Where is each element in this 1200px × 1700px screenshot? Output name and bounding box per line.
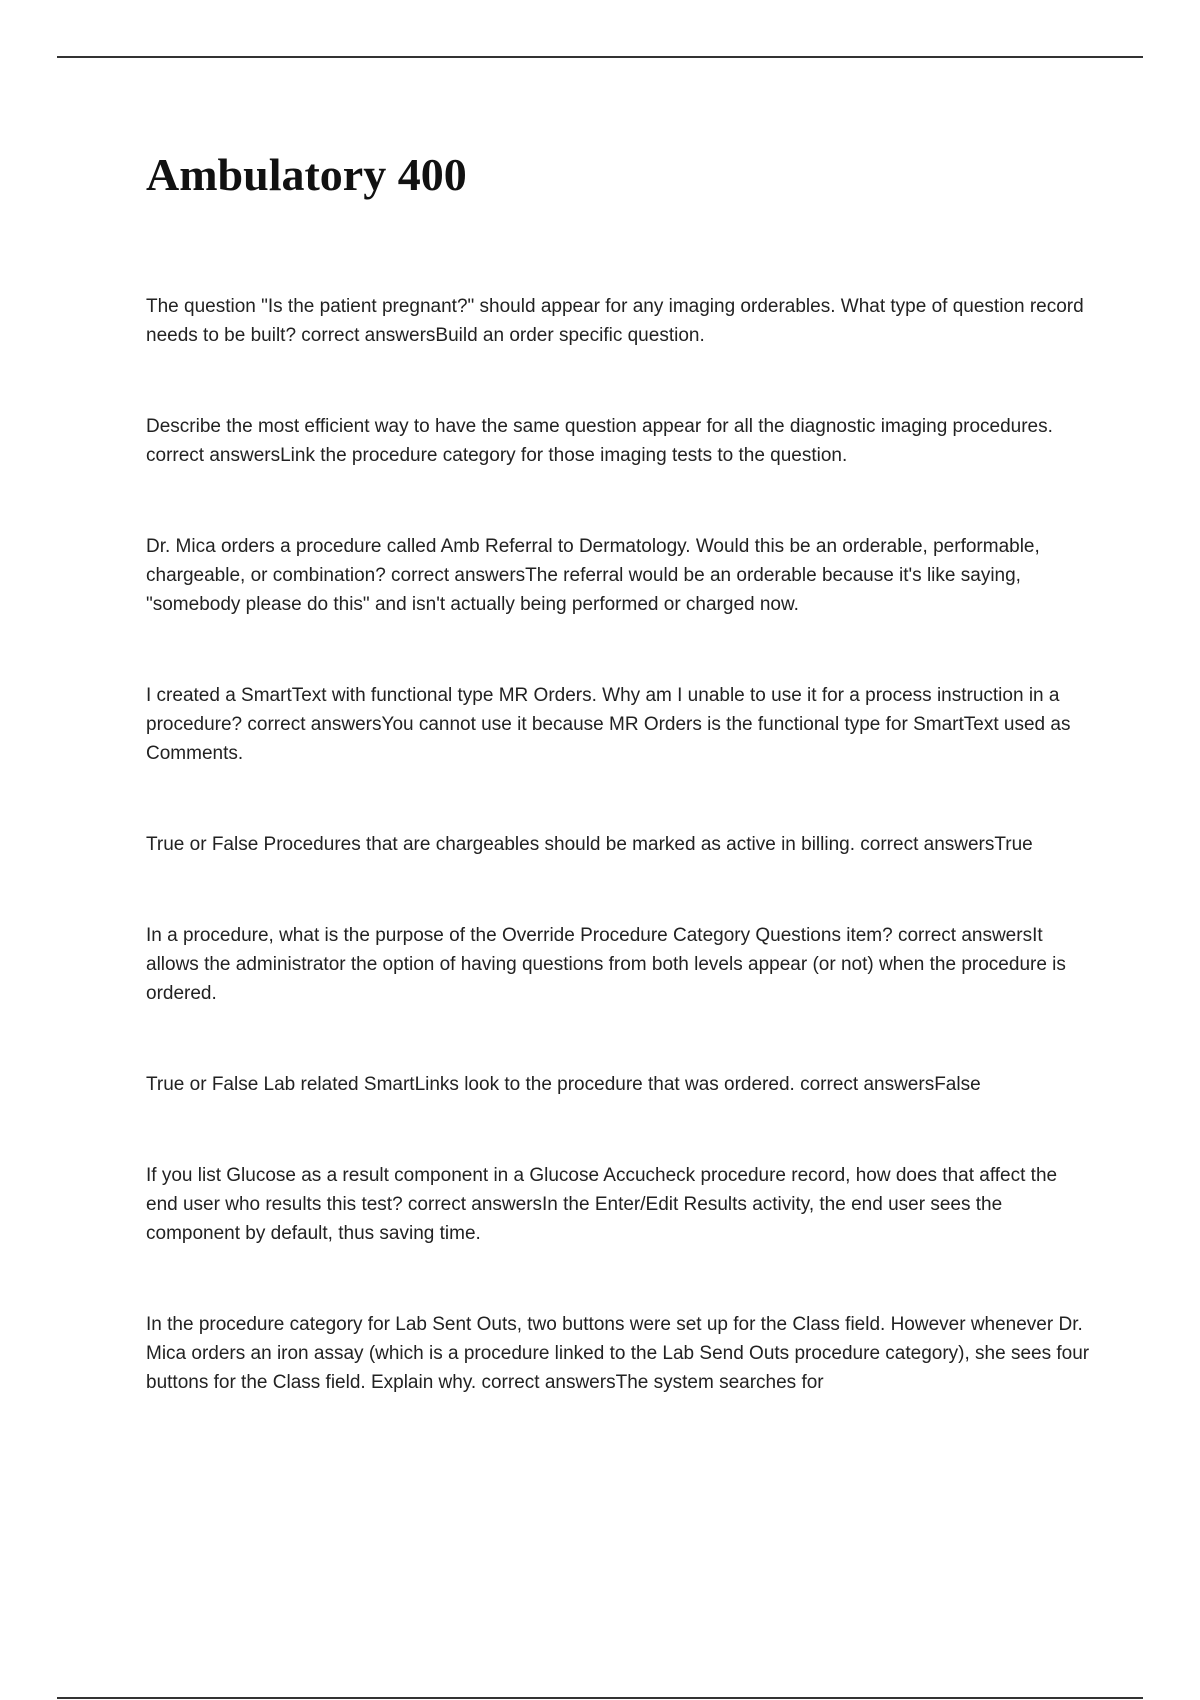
answer-text: You cannot use it because MR Orders is the functional type for SmartText used as Comments. [146, 714, 1071, 764]
question-text: In the procedure category for Lab Sent Outs, two buttons were set up for the Class field. However whenever Dr. Mica orders an iron assay (which is a procedure linked to the Lab Send Outs procedure category), she sees four buttons for the Class field. Explain why. [146, 1314, 1090, 1393]
answer-text: The referral would be an orderable because it's like saying, "somebody please do this" and isn't actually being performed or charged now. [146, 565, 1021, 615]
question-text: True or False Procedures that are chargeables should be marked as active in billing. [146, 834, 861, 855]
question-text: The question "Is the patient pregnant?" should appear for any imaging orderables. What type of question record needs to be built? [146, 296, 1084, 346]
question-text: I created a SmartText with functional type MR Orders. Why am I unable to use it for a process instruction in a procedure? [146, 685, 1060, 735]
qa-item [146, 292, 1092, 350]
qa-item [146, 532, 1092, 619]
qa-item [146, 830, 1092, 859]
answer-text: It allows the administrator the option of having questions from both levels appear (or not) when the procedure is ordered. [146, 925, 1066, 1004]
answer-marker: correct answers [407, 1194, 543, 1215]
header-rule [57, 56, 1143, 58]
answer-marker: correct answers [800, 1074, 935, 1095]
qa-item [146, 1161, 1092, 1248]
qa-item [146, 921, 1092, 1008]
answer-text: Build an order specific question. [435, 325, 705, 346]
qa-item [146, 681, 1092, 768]
question-text: Describe the most efficient way to have the same question appear for all the diagnostic imaging procedures. [146, 416, 1053, 437]
answer-marker: correct answers [897, 925, 1033, 946]
answer-marker: correct answers [301, 325, 436, 346]
answer-marker: correct answers [481, 1372, 616, 1393]
answer-text: True [994, 834, 1033, 855]
question-text: True or False Lab related SmartLinks look to the procedure that was ordered. [146, 1074, 801, 1095]
qa-item [146, 1310, 1092, 1397]
answer-text: False [934, 1074, 981, 1095]
qa-item [146, 1070, 1092, 1099]
question-text: Dr. Mica orders a procedure called Amb Referral to Dermatology. Would this be an orderable, performable, chargeable, or combination? [146, 536, 1040, 586]
qa-item [146, 412, 1092, 470]
answer-text: In the Enter/Edit Results activity, the end user sees the component by default, thus saving time. [146, 1194, 1003, 1244]
answer-text: The system searches for [615, 1372, 824, 1393]
answer-marker: correct answers [146, 445, 281, 466]
question-text: If you list Glucose as a result component in a Glucose Accucheck procedure record, how does that affect the end user who results this test? [146, 1165, 1058, 1215]
footer-rule [57, 1697, 1143, 1699]
answer-text: Link the procedure category for those imaging tests to the question. [280, 445, 848, 466]
document-body [146, 140, 1092, 1459]
answer-marker: correct answers [391, 565, 526, 586]
answer-marker: correct answers [247, 714, 382, 735]
qa-list [146, 292, 1092, 1397]
answer-marker: correct answers [860, 834, 995, 855]
document-title: Ambulatory 400 [146, 149, 467, 200]
question-text: In a procedure, what is the purpose of the Override Procedure Category Questions item? [146, 925, 898, 946]
